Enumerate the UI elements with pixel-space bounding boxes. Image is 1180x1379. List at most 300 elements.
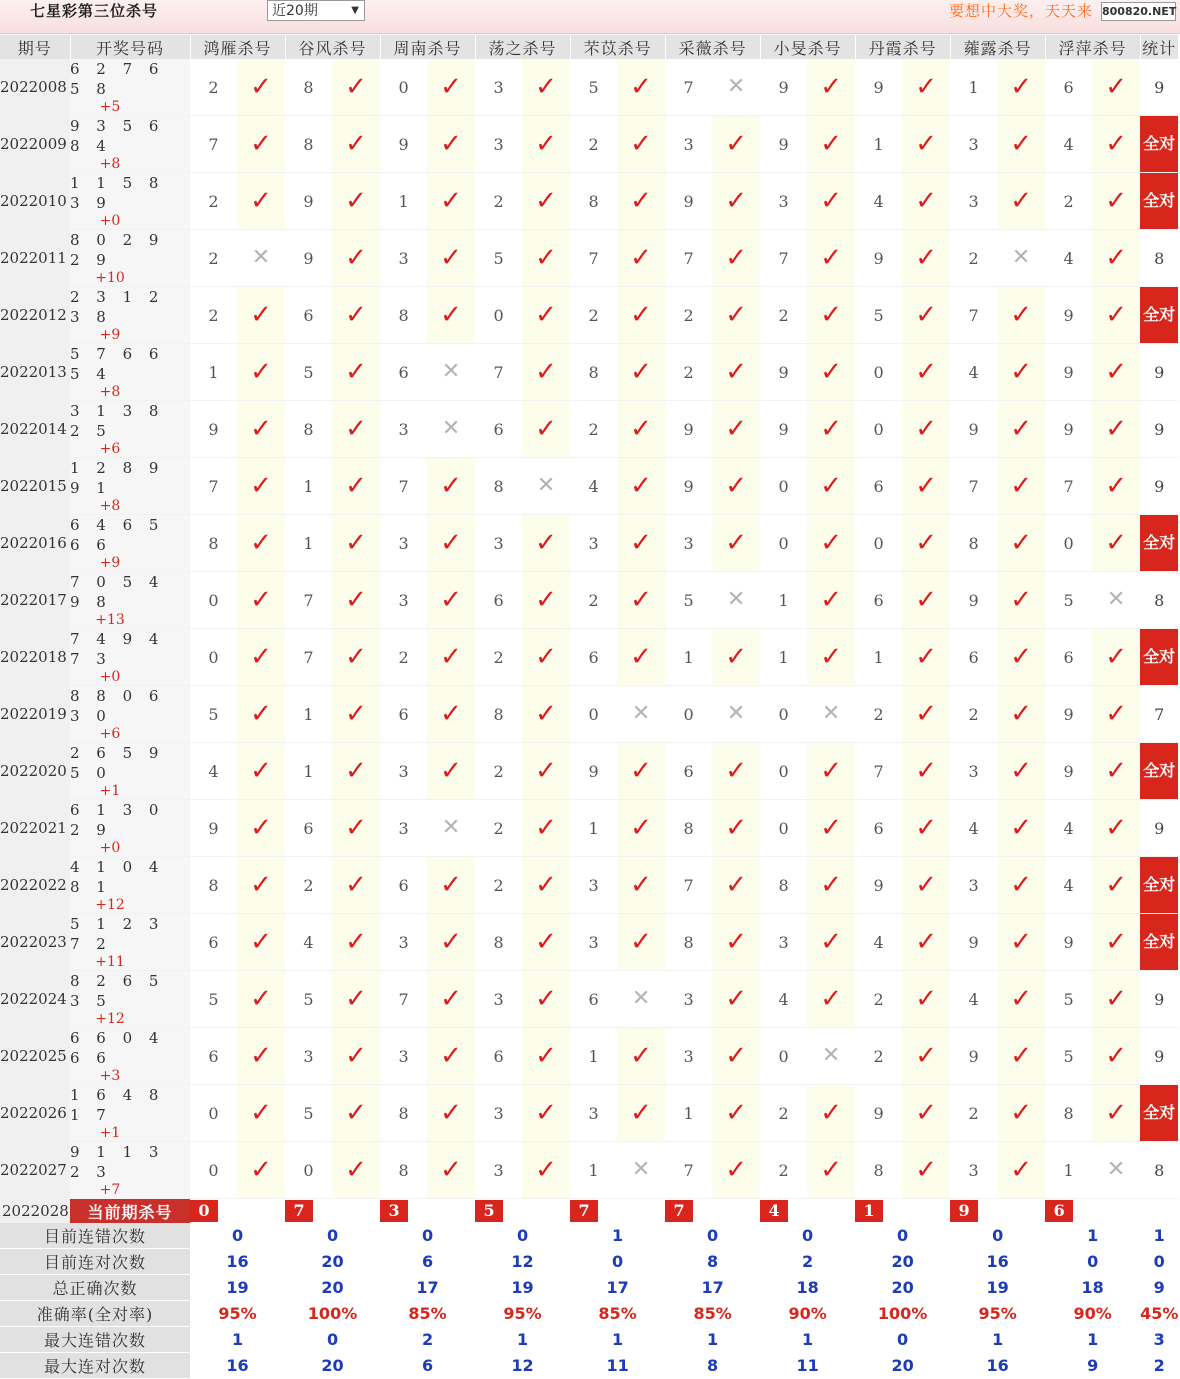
cross-icon: ✕ <box>631 1157 651 1182</box>
current-period-section <box>0 1199 1178 1224</box>
result-cell <box>807 401 855 458</box>
kill-number-cell: 2 <box>855 686 902 743</box>
kill-number-cell: 1 <box>950 59 997 116</box>
result-cell <box>332 857 380 914</box>
period-cell: 2022022 <box>0 857 70 914</box>
check-icon: ✓ <box>1105 72 1128 102</box>
stats-value: 100% <box>307 1304 358 1323</box>
kill-number-cell: 1 <box>665 629 712 686</box>
check-icon: ✓ <box>630 642 652 672</box>
result-cell <box>1092 401 1140 458</box>
stats-value: 19 <box>986 1278 1009 1297</box>
current-kill-number: 7 <box>570 1200 598 1222</box>
cross-icon: ✕ <box>726 74 746 99</box>
check-icon: ✓ <box>345 984 367 1014</box>
draw-row <box>0 458 1178 515</box>
result-cell <box>237 914 285 971</box>
result-cell <box>902 287 950 344</box>
kill-number-cell: 7 <box>760 230 807 287</box>
kill-number-cell: 5 <box>285 1085 332 1142</box>
kill-number-cell: 0 <box>190 1085 237 1142</box>
kill-number-cell: 8 <box>380 1085 427 1142</box>
check-icon: ✓ <box>345 699 367 729</box>
check-icon: ✓ <box>345 243 367 273</box>
result-cell <box>1092 686 1140 743</box>
result-cell <box>1092 515 1140 572</box>
check-icon: ✓ <box>820 471 842 501</box>
cross-icon: ✕ <box>441 416 461 441</box>
slogan-text: 要想中大奖，天天来 <box>949 2 1094 20</box>
stats-value: 95% <box>503 1304 542 1323</box>
check-icon: ✓ <box>820 186 842 216</box>
kill-number-cell: 3 <box>380 572 427 629</box>
kill-number-cell: 3 <box>380 800 427 857</box>
kill-number-cell: 9 <box>1045 686 1092 743</box>
kill-number-cell: 1 <box>285 458 332 515</box>
current-kill-cell <box>855 1199 950 1224</box>
kill-number-cell: 3 <box>380 743 427 800</box>
draw-digits: 2 3 1 2 3 8 <box>70 288 165 326</box>
col-header-predictor: 鸿雁杀号 <box>190 35 285 59</box>
check-icon: ✓ <box>630 129 652 159</box>
draw-sum-offset: +6 <box>99 726 121 742</box>
check-icon: ✓ <box>535 186 557 216</box>
check-icon: ✓ <box>345 357 367 387</box>
kill-number-cell: 5 <box>855 287 902 344</box>
stats-value: 0 <box>992 1226 1004 1246</box>
check-icon: ✓ <box>1105 243 1128 273</box>
check-icon: ✓ <box>250 357 272 387</box>
kill-number-cell: 1 <box>855 629 902 686</box>
check-icon: ✓ <box>535 72 557 102</box>
check-icon: ✓ <box>345 1155 367 1185</box>
kill-number-cell: 8 <box>570 173 617 230</box>
result-cell <box>997 914 1045 971</box>
stats-value: 2 <box>1153 1356 1165 1375</box>
stat-cell: 8 <box>1140 230 1178 287</box>
result-cell <box>712 458 760 515</box>
kill-number-cell: 9 <box>665 401 712 458</box>
kill-number-cell: 2 <box>190 230 237 287</box>
stats-label: 最大连对次数 <box>0 1353 190 1379</box>
result-cell <box>902 857 950 914</box>
kill-number-cell: 9 <box>950 914 997 971</box>
draw-number-cell <box>70 914 190 971</box>
check-icon: ✓ <box>915 813 938 843</box>
check-icon: ✓ <box>1010 72 1033 102</box>
kill-number-cell: 5 <box>1045 971 1092 1028</box>
current-kill-cell <box>380 1199 475 1224</box>
draw-number-cell <box>70 743 190 800</box>
result-cell <box>522 686 570 743</box>
kill-number-cell: 9 <box>760 401 807 458</box>
kill-number-cell: 3 <box>285 1028 332 1085</box>
period-range-value: 近20期 <box>272 3 318 19</box>
result-cell <box>237 686 285 743</box>
result-cell <box>902 230 950 287</box>
check-icon: ✓ <box>820 528 842 558</box>
col-header-draw: 开奖号码 <box>70 35 190 59</box>
draw-number-cell <box>70 401 190 458</box>
check-icon: ✓ <box>535 642 557 672</box>
check-icon: ✓ <box>440 1098 462 1128</box>
result-cell <box>807 914 855 971</box>
cross-icon: ✕ <box>726 587 746 612</box>
stats-value: 1 <box>516 1330 529 1349</box>
kill-number-cell: 3 <box>380 230 427 287</box>
check-icon: ✓ <box>820 813 842 843</box>
result-cell <box>902 1085 950 1142</box>
check-icon: ✓ <box>820 129 842 159</box>
check-icon: ✓ <box>1105 186 1128 216</box>
kill-number-cell: 5 <box>570 59 617 116</box>
result-cell <box>712 914 760 971</box>
stat-cell: 8 <box>1140 572 1178 629</box>
kill-number-cell: 1 <box>760 629 807 686</box>
result-cell <box>522 629 570 686</box>
col-header-predictor: 荡之杀号 <box>475 35 570 59</box>
check-icon: ✓ <box>345 1041 367 1071</box>
stats-value: 19 <box>511 1278 534 1297</box>
kill-number-cell: 6 <box>285 287 332 344</box>
draw-digits: 9 3 5 6 8 4 <box>70 117 165 155</box>
check-icon: ✓ <box>250 1098 272 1128</box>
check-icon: ✓ <box>820 357 842 387</box>
kill-number-cell: 5 <box>475 230 522 287</box>
kill-number-cell: 7 <box>285 572 332 629</box>
check-icon: ✓ <box>915 756 938 786</box>
check-icon: ✓ <box>345 813 367 843</box>
kill-number-cell: 3 <box>380 1028 427 1085</box>
cross-icon: ✕ <box>1106 587 1126 612</box>
kill-number-cell: 9 <box>570 743 617 800</box>
result-cell <box>712 1028 760 1085</box>
kill-number-cell: 9 <box>855 1085 902 1142</box>
result-cell <box>617 1142 665 1199</box>
kill-number-cell: 7 <box>950 458 997 515</box>
kill-number-cell: 9 <box>1045 401 1092 458</box>
draw-sum-offset: +1 <box>99 783 121 799</box>
result-cell <box>1092 230 1140 287</box>
stats-value: 1 <box>992 1330 1004 1349</box>
all-right-badge: 全对 <box>1140 1085 1178 1142</box>
kill-number-cell: 9 <box>760 344 807 401</box>
check-icon: ✓ <box>535 129 557 159</box>
check-icon: ✓ <box>535 1098 557 1128</box>
kill-number-cell: 3 <box>380 515 427 572</box>
result-cell <box>332 287 380 344</box>
result-cell <box>1092 344 1140 401</box>
kill-number-cell: 6 <box>475 1028 522 1085</box>
current-period-cell: 2022028 <box>0 1199 70 1224</box>
kill-number-cell: 3 <box>760 914 807 971</box>
draw-sum-offset: +9 <box>99 327 121 343</box>
check-icon: ✓ <box>820 72 842 102</box>
result-cell <box>807 173 855 230</box>
result-cell <box>902 173 950 230</box>
result-cell <box>807 1085 855 1142</box>
result-cell <box>332 59 380 116</box>
stats-value: 20 <box>321 1356 344 1375</box>
check-icon: ✓ <box>630 756 652 786</box>
check-icon: ✓ <box>535 357 557 387</box>
kill-number-cell: 1 <box>570 800 617 857</box>
draw-number-cell <box>70 857 190 914</box>
result-cell <box>522 800 570 857</box>
kill-number-cell: 2 <box>760 1142 807 1199</box>
kill-number-cell: 1 <box>570 1142 617 1199</box>
result-cell <box>902 1028 950 1085</box>
period-cell: 2022008 <box>0 59 70 116</box>
kill-number-cell: 6 <box>475 401 522 458</box>
check-icon: ✓ <box>535 1041 557 1071</box>
result-cell <box>237 59 285 116</box>
stats-value: 1 <box>1153 1226 1165 1246</box>
check-icon: ✓ <box>820 1155 842 1185</box>
stats-value: 17 <box>701 1278 724 1297</box>
check-icon: ✓ <box>440 1041 462 1071</box>
result-cell <box>332 458 380 515</box>
stats-value: 0 <box>1153 1252 1165 1271</box>
check-icon: ✓ <box>915 585 938 615</box>
current-kill-cell <box>665 1199 760 1224</box>
kill-number-cell: 3 <box>950 857 997 914</box>
result-cell <box>237 401 285 458</box>
stat-cell: 9 <box>1140 1028 1178 1085</box>
result-cell <box>522 401 570 458</box>
result-cell <box>1092 458 1140 515</box>
kill-number-cell: 3 <box>665 971 712 1028</box>
col-header-predictor: 采薇杀号 <box>665 35 760 59</box>
check-icon: ✓ <box>1010 813 1033 843</box>
kill-number-cell: 1 <box>665 1085 712 1142</box>
draw-sum-offset: +6 <box>99 441 121 457</box>
result-cell <box>617 800 665 857</box>
check-icon: ✓ <box>915 642 938 672</box>
result-cell <box>237 971 285 1028</box>
check-icon: ✓ <box>630 471 652 501</box>
result-cell <box>617 287 665 344</box>
check-icon: ✓ <box>440 129 462 159</box>
stats-value: 9 <box>1153 1278 1165 1297</box>
kill-number-cell: 8 <box>380 1142 427 1199</box>
check-icon: ✓ <box>915 357 938 387</box>
check-icon: ✓ <box>1010 186 1033 216</box>
kill-number-cell: 3 <box>475 1085 522 1142</box>
kill-number-cell: 3 <box>665 515 712 572</box>
result-cell <box>427 287 475 344</box>
check-icon: ✓ <box>535 300 557 330</box>
kill-number-cell: 2 <box>380 629 427 686</box>
col-header-period: 期号 <box>0 35 70 59</box>
result-cell <box>237 1142 285 1199</box>
kill-number-cell: 9 <box>665 458 712 515</box>
stats-row <box>0 1353 1178 1379</box>
current-stat-cell <box>1140 1199 1178 1224</box>
result-cell <box>427 629 475 686</box>
result-cell <box>332 1142 380 1199</box>
result-cell <box>902 629 950 686</box>
check-icon: ✓ <box>345 1098 367 1128</box>
kill-number-cell: 1 <box>285 743 332 800</box>
kill-number-cell: 8 <box>285 116 332 173</box>
result-cell <box>807 743 855 800</box>
check-icon: ✓ <box>250 813 272 843</box>
stats-value: 95% <box>218 1304 257 1323</box>
kill-number-cell: 6 <box>475 572 522 629</box>
check-icon: ✓ <box>820 585 842 615</box>
kill-number-cell: 8 <box>475 914 522 971</box>
result-cell <box>617 515 665 572</box>
draw-row <box>0 59 1178 116</box>
kill-number-cell: 9 <box>1045 914 1092 971</box>
draw-digits: 1 2 8 9 9 1 <box>70 459 165 497</box>
result-cell <box>427 971 475 1028</box>
check-icon: ✓ <box>725 1098 747 1128</box>
result-cell <box>902 401 950 458</box>
kill-number-cell: 8 <box>190 857 237 914</box>
stats-value: 16 <box>986 1252 1009 1271</box>
kill-number-cell: 0 <box>285 1142 332 1199</box>
check-icon: ✓ <box>725 300 747 330</box>
check-icon: ✓ <box>630 927 652 957</box>
draw-digits: 7 0 5 4 9 8 <box>70 573 165 611</box>
check-icon: ✓ <box>820 414 842 444</box>
check-icon: ✓ <box>915 243 938 273</box>
all-right-badge: 全对 <box>1140 629 1178 686</box>
result-cell <box>332 743 380 800</box>
check-icon: ✓ <box>1010 357 1033 387</box>
draw-row <box>0 173 1178 230</box>
kill-number-cell: 7 <box>855 743 902 800</box>
kill-number-cell: 2 <box>665 287 712 344</box>
result-cell <box>427 230 475 287</box>
stats-row <box>0 1327 1178 1353</box>
result-cell <box>807 458 855 515</box>
check-icon: ✓ <box>725 870 747 900</box>
result-cell <box>237 458 285 515</box>
check-icon: ✓ <box>725 1155 747 1185</box>
result-cell <box>617 1028 665 1085</box>
result-cell <box>712 230 760 287</box>
stats-value: 90% <box>788 1304 827 1323</box>
current-kill-number: 5 <box>475 1200 503 1222</box>
check-icon: ✓ <box>535 1155 557 1185</box>
stats-value: 1 <box>1087 1330 1099 1349</box>
stats-value: 9 <box>1087 1356 1099 1375</box>
result-cell <box>1092 1142 1140 1199</box>
stat-cell: 9 <box>1140 458 1178 515</box>
check-icon: ✓ <box>1105 300 1128 330</box>
draw-number-cell <box>70 458 190 515</box>
kill-number-cell: 6 <box>380 686 427 743</box>
kill-number-cell: 9 <box>285 173 332 230</box>
stats-value: 1 <box>707 1330 719 1349</box>
check-icon: ✓ <box>250 300 272 330</box>
draw-sum-offset: +3 <box>99 1068 121 1084</box>
page-title: 七星彩第三位杀号 <box>30 2 159 20</box>
check-icon: ✓ <box>250 984 272 1014</box>
kill-number-cell: 8 <box>285 59 332 116</box>
kill-number-cell: 0 <box>190 629 237 686</box>
check-icon: ✓ <box>1010 414 1033 444</box>
kill-number-cell: 6 <box>190 1028 237 1085</box>
result-cell <box>807 971 855 1028</box>
col-header-stat: 统计 <box>1140 35 1178 59</box>
result-cell <box>712 857 760 914</box>
check-icon: ✓ <box>1010 129 1033 159</box>
check-icon: ✓ <box>440 186 462 216</box>
stats-value: 45% <box>1140 1304 1179 1323</box>
result-cell <box>997 287 1045 344</box>
check-icon: ✓ <box>345 414 367 444</box>
result-cell <box>1092 629 1140 686</box>
site-link[interactable]: 800820.NET <box>1101 2 1176 21</box>
kill-number-cell: 4 <box>950 971 997 1028</box>
draw-digits: 6 4 6 5 6 6 <box>70 516 165 554</box>
result-cell <box>902 971 950 1028</box>
kill-number-cell: 3 <box>760 173 807 230</box>
check-icon: ✓ <box>725 756 747 786</box>
check-icon: ✓ <box>535 243 557 273</box>
kill-number-cell: 3 <box>665 1028 712 1085</box>
result-cell <box>617 971 665 1028</box>
draw-digits: 6 6 0 4 6 6 <box>70 1029 165 1067</box>
check-icon: ✓ <box>725 1041 747 1071</box>
kill-number-cell: 0 <box>665 686 712 743</box>
kill-number-cell: 6 <box>380 344 427 401</box>
stats-value: 0 <box>802 1226 814 1246</box>
kill-number-cell: 6 <box>190 914 237 971</box>
check-icon: ✓ <box>1010 642 1033 672</box>
draw-digits: 2 6 5 9 5 0 <box>70 744 165 782</box>
stats-value: 3 <box>1153 1330 1165 1349</box>
result-cell <box>902 743 950 800</box>
stats-value: 1 <box>231 1330 244 1349</box>
check-icon: ✓ <box>440 585 462 615</box>
kill-number-cell: 4 <box>855 173 902 230</box>
draw-row <box>0 1028 1178 1085</box>
result-cell <box>617 1085 665 1142</box>
check-icon: ✓ <box>1010 699 1033 729</box>
result-cell <box>332 629 380 686</box>
result-cell <box>522 1142 570 1199</box>
stats-value: 8 <box>707 1252 719 1271</box>
check-icon: ✓ <box>725 357 747 387</box>
stats-value: 20 <box>891 1278 914 1297</box>
stats-value: 20 <box>891 1356 914 1375</box>
check-icon: ✓ <box>820 642 842 672</box>
kill-number-cell: 0 <box>760 743 807 800</box>
kill-number-cell: 8 <box>760 857 807 914</box>
kill-number-cell: 2 <box>475 173 522 230</box>
period-range-select[interactable] <box>267 0 365 21</box>
period-cell: 2022010 <box>0 173 70 230</box>
check-icon: ✓ <box>915 1041 938 1071</box>
result-cell <box>807 344 855 401</box>
kill-number-cell: 7 <box>570 230 617 287</box>
check-icon: ✓ <box>345 300 367 330</box>
kill-number-cell: 5 <box>1045 572 1092 629</box>
check-icon: ✓ <box>725 984 747 1014</box>
draw-digits: 6 1 3 0 2 9 <box>70 801 165 839</box>
result-cell <box>617 116 665 173</box>
result-cell <box>997 1028 1045 1085</box>
draw-digits: 3 1 3 8 2 5 <box>70 402 165 440</box>
stats-value: 85% <box>693 1304 732 1323</box>
check-icon: ✓ <box>630 528 652 558</box>
check-icon: ✓ <box>630 186 652 216</box>
